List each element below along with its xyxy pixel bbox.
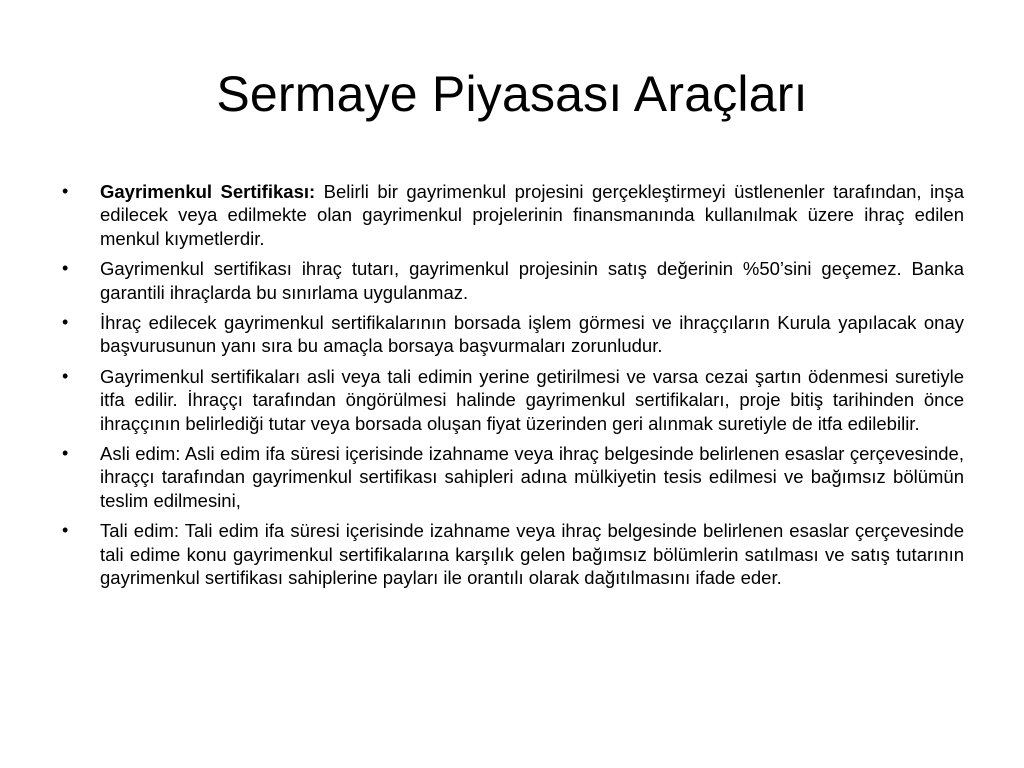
bullet-text (100, 366, 964, 434)
bullet-text (100, 520, 964, 588)
bullet-text (100, 312, 964, 356)
bullet-item (62, 311, 964, 358)
bullet-body: Tali edim: Tali edim ifa süresi içerisinde izahname veya ihraç belgesinde belirlenen esaslar çerçevesinde tali edime konu gayrimenkul sertifikalarına karşılık gelen bağımsız bölümlerin satılması ve satış tutarının gayrimenkul sertifikası sahiplerine payları ile orantılı olarak dağıtılmasını ifade eder. (100, 520, 964, 589)
bullet-item (62, 519, 964, 589)
bullet-icon: • (62, 258, 69, 279)
bullet-item (62, 442, 964, 512)
slide-title: Sermaye Piyasası Araçları (216, 66, 808, 122)
bullet-icon: • (62, 443, 69, 464)
bullet-body: Asli edim: Asli edim ifa süresi içerisinde izahname veya ihraç belgesinde belirlenen esaslar çerçevesinde, ihraççı tarafından gayrimenkul sertifikası sahipleri adına mülkiyetin tesis edilmesi ve bağımsız bölümün teslim edilmesini, (100, 443, 964, 511)
bullet-text (100, 258, 964, 302)
bullet-icon: • (62, 365, 69, 386)
bullet-list (62, 180, 964, 597)
bullet-item (62, 365, 964, 435)
bullet-text (100, 181, 964, 249)
bullet-body: Belirli bir gayrimenkul projesini gerçekleştirmeyi üstlenenler tarafından, inşa edilecek veya edilmekte olan gayrimenkul projelerinin finansmanında kullanılmak üzere ihraç edilen menkul kıymetlerdir. (100, 181, 964, 249)
bullet-body: Gayrimenkul sertifikaları asli veya tali edimin yerine getirilmesi ve varsa cezai şartın ödenmesi suretiyle itfa edilir. İhraççı tarafından öngörülmesi halinde gayrimenkul sertifikaları, proje bitiş tarihinden önce ihraççının belirlediği tutar veya borsada oluşan fiyat üzerinden geri alınmak suretiyle de itfa edilebilir. (100, 365, 964, 434)
bullet-item (62, 257, 964, 304)
bullet-icon: • (62, 312, 69, 333)
bullet-text (100, 443, 964, 511)
bullet-body: İhraç edilecek gayrimenkul sertifikalarının borsada işlem görmesi ve ihraççıların Kurula yapılacak onay başvurusunun yanı sıra bu amaçla borsaya başvurmaları zorunludur. (100, 312, 964, 357)
bullet-item (62, 180, 964, 250)
bullet-icon: • (62, 520, 69, 541)
bullet-bold-term: Gayrimenkul Sertifikası: (100, 181, 316, 202)
bullet-icon: • (62, 181, 69, 201)
bullet-body: Gayrimenkul sertifikası ihraç tutarı, gayrimenkul projesinin satış değerinin %50’sini geçemez. Banka garantili ihraçlarda bu sınırlama uygulanmaz. (100, 258, 964, 303)
